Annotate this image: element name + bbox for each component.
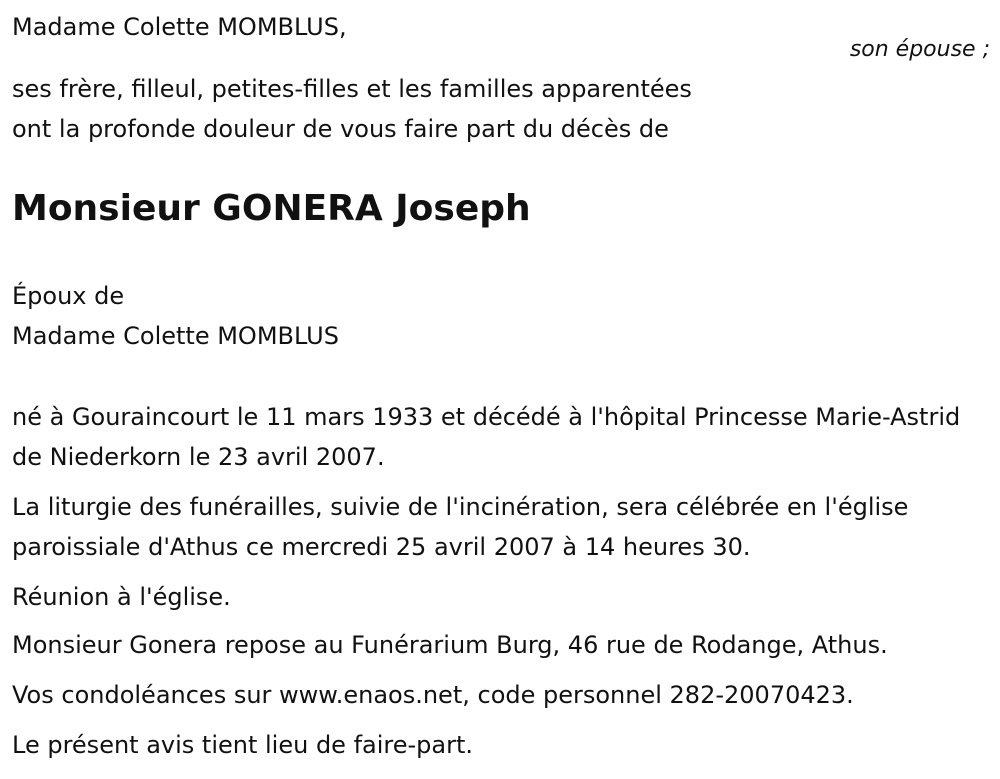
closing-paragraph: Le présent avis tient lieu de faire-part. [12,731,474,759]
deceased-name: Monsieur GONERA Joseph [12,188,531,229]
liturgy-paragraph: La liturgie des funérailles, suivie de l'incinération, sera célébrée en l'église paroissiale d'Athus ce mercredi 25 avril 2007 à 14 heures 30. [12,493,909,561]
resting-place-paragraph: Monsieur Gonera repose au Funérarium Burg, 46 rue de Rodange, Athus. [12,631,888,659]
spouse-of-label: Époux de [12,282,125,310]
meeting-paragraph: Réunion à l'église. [12,583,231,611]
family-line-1: ses frère, filleul, petites-filles et les familles apparentées [12,75,692,103]
obituary-notice [12,0,990,779]
spouse-name: Madame Colette MOMBLUS, [12,13,347,41]
birth-death-paragraph: né à Gouraincourt le 11 mars 1933 et décédé à l'hôpital Princesse Marie-Astrid de Niederkorn le 23 avril 2007. [12,403,961,471]
condolences-paragraph: Vos condoléances sur www.enaos.net, code personnel 282-20070423. [12,681,854,709]
spouse-role: son épouse ; [849,37,990,62]
spouse-of-name: Madame Colette MOMBLUS [12,322,339,350]
family-line-2: ont la profonde douleur de vous faire part du décès de [12,115,669,143]
